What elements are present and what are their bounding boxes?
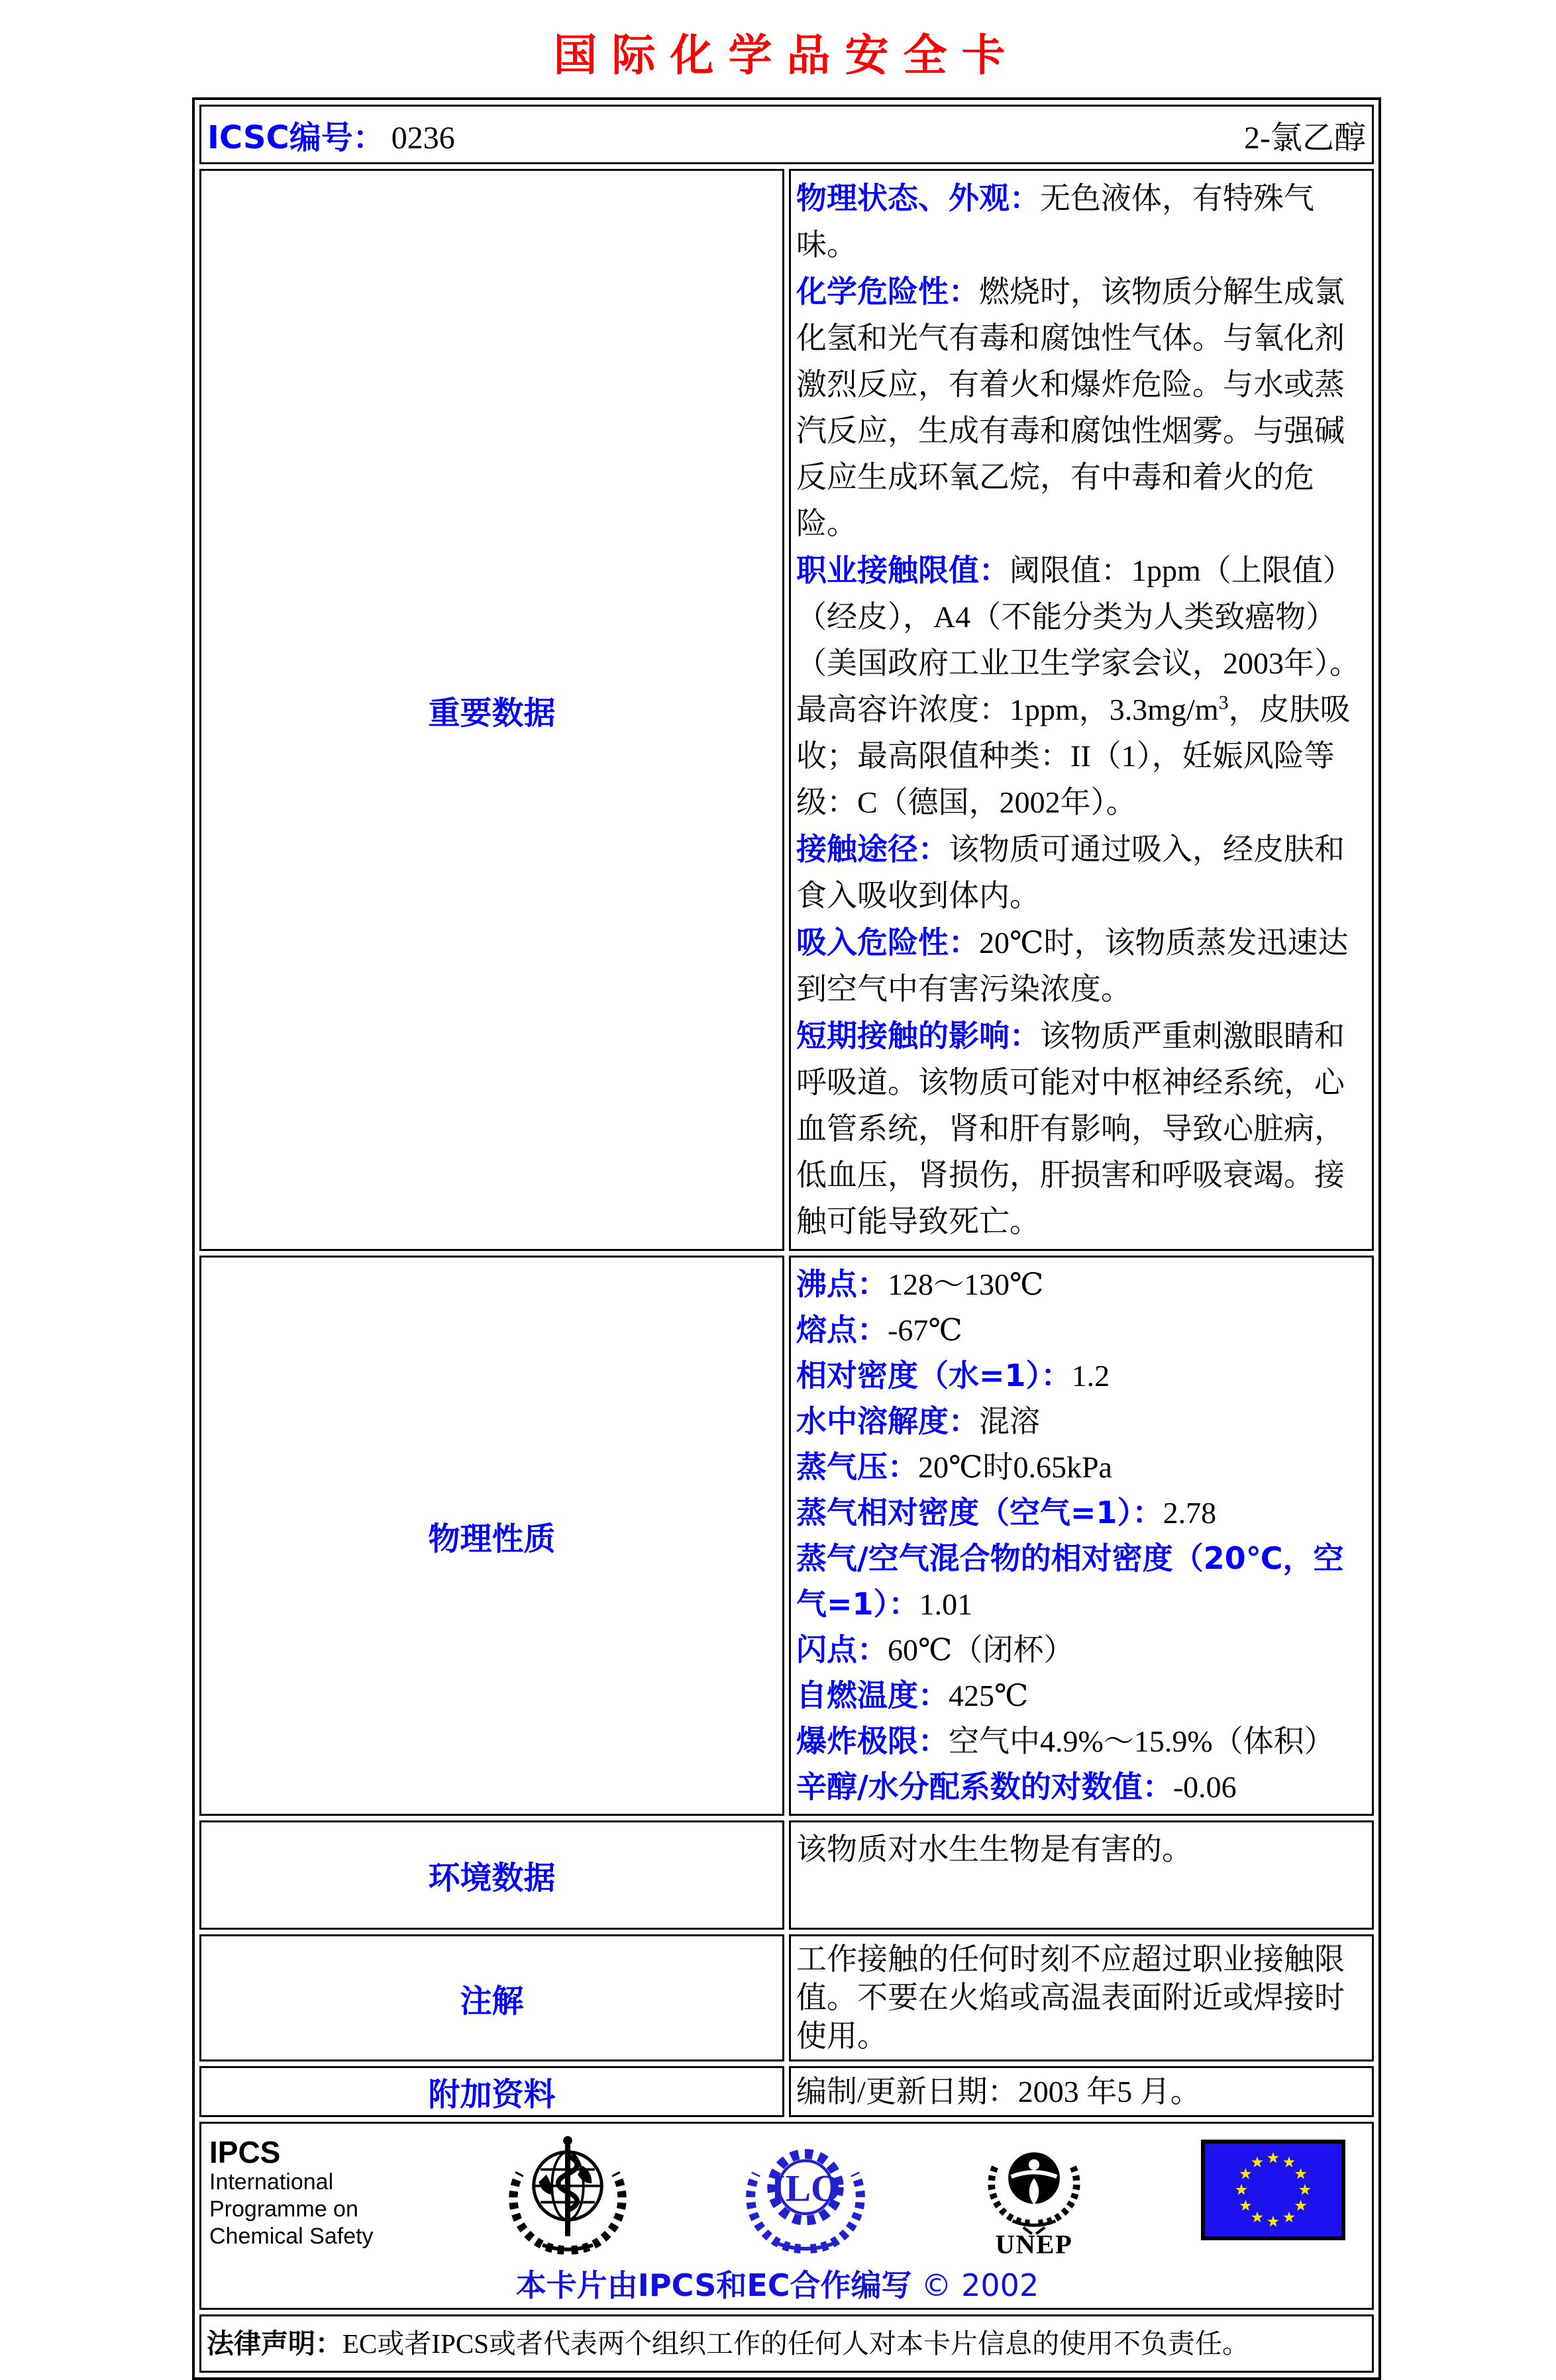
page-title: 国际化学品安全卡: [553, 32, 1020, 80]
property-explosive-limits: 爆炸极限：空气中4.9%～15.9%（体积）: [796, 1723, 1335, 1759]
important-item-inhalation-risk: 吸入危险性：20℃时，该物质蒸发迅速达到空气中有害污染浓度。: [796, 924, 1349, 1006]
footer-caption-text: 本卡片由IPCS和EC合作编写: [515, 2267, 912, 2303]
property-octanol-water-partition: 辛醇/水分配系数的对数值：-0.06: [796, 1769, 1237, 1805]
notes-row: [199, 1934, 1374, 2061]
unep-logo-text: UNEP: [995, 2229, 1073, 2257]
property-boiling-point: 沸点：128～130℃: [796, 1266, 1044, 1302]
additional-info-row-label: 附加资料: [199, 2066, 784, 2117]
who-logo-icon: [505, 2133, 631, 2260]
physical-properties-content: [789, 1256, 1374, 1816]
legal-cell: [199, 2314, 1374, 2373]
physical-properties-row: [199, 1256, 1374, 1816]
environmental-data-row-label: 环境数据: [199, 1820, 784, 1930]
physical-properties-row-label: 物理性质: [199, 1256, 784, 1816]
icsc-number-label: ICSC编号：: [207, 119, 385, 156]
important-item-short-term-effects: 短期接触的影响：该物质严重刺激眼睛和呼吸道。该物质可能对中枢神经系统，心血管系统，肾和肝有影响，导致心脏病，低血压，肾损伤，肝损害和呼吸衰竭。接触可能导致死亡。: [796, 1018, 1345, 1238]
additional-info-text: 编制/更新日期：2003 年5 月。: [796, 2074, 1201, 2108]
ipcs-text-block: IPCS International Programme on Chemical Safety: [209, 2133, 391, 2250]
important-data-row: [199, 169, 1374, 1251]
environmental-data-text: 该物质对水生生物是有害的。: [796, 1832, 1192, 1866]
icsc-number-group: [207, 112, 455, 158]
icsc-number-value: 0236: [391, 120, 455, 156]
legal-label: 法律声明：: [207, 2328, 342, 2359]
important-data-content: [789, 169, 1374, 1251]
notes-text: 工作接触的任何时刻不应超过职业接触限值。不要在火焰或高温表面附近或焊接时使用。: [796, 1942, 1345, 2053]
important-data-row-label: 重要数据: [199, 169, 784, 1251]
property-vapor-relative-density: 蒸气相对密度（空气=1）：2.78: [796, 1495, 1217, 1530]
chemical-name: 2-氯乙醇: [1244, 120, 1366, 156]
property-melting-point: 熔点：-67℃: [796, 1312, 962, 1348]
environmental-data-content: [789, 1820, 1374, 1930]
superscript-3: 3: [1218, 691, 1229, 714]
logo-row: [209, 2133, 1345, 2260]
important-item-physical-state: 物理状态、外观：无色液体，有特殊气味。: [796, 180, 1314, 262]
unep-logo-icon: [980, 2133, 1088, 2257]
important-item-exposure-routes: 接触途径：该物质可通过吸入，经皮肤和食入吸收到体内。: [796, 831, 1345, 913]
ipcs-acronym: IPCS: [209, 2135, 281, 2169]
property-vapor-pressure: 蒸气压：20℃时0.65kPa: [796, 1449, 1112, 1485]
ilo-logo-icon: [744, 2133, 867, 2256]
eu-flag-icon: [1201, 2133, 1345, 2240]
property-relative-density: 相对密度（水=1）：1.2: [796, 1358, 1110, 1393]
legal-row: [199, 2314, 1374, 2373]
footer-cell: [199, 2122, 1374, 2310]
footer-copyright: © 2002: [921, 2267, 1039, 2303]
notes-content: [789, 1934, 1374, 2061]
property-flash-point: 闪点：60℃（闭杯）: [796, 1632, 1074, 1667]
property-vapor-air-mixture-density: 蒸气/空气混合物的相对密度（20℃，空气=1）：1.01: [796, 1540, 1344, 1622]
header-row: [199, 105, 1374, 164]
additional-info-content: [789, 2066, 1374, 2117]
environmental-data-row: [199, 1820, 1374, 1930]
footer-caption: [209, 2261, 1345, 2305]
header-cell: [199, 105, 1374, 164]
footer-row: [199, 2122, 1374, 2310]
important-item-occupational-exposure-limit: 职业接触限值：阈限值：1ppm（上限值）（经皮），A4（不能分类为人类致癌物）（美国政府工业卫生学家会议，2003年）。最高容许浓度：1ppm，$3.3mg/m^3$，皮肤吸收；最高限值种类：II（1），妊娠风险等级：C（德国，2002年）。: [796, 552, 1360, 819]
property-autoignition-temperature: 自燃温度：425℃: [796, 1677, 1029, 1713]
ilo-logo-text: ILO: [770, 2167, 841, 2210]
important-item-chemical-danger: 化学危险性：燃烧时，该物质分解生成氯化氢和光气有毒和腐蚀性气体。与氧化剂激烈反应，有着火和爆炸危险。与水或蒸汽反应，生成有毒和腐蚀性烟雾。与强碱反应生成环氧乙烷，有中毒和着火的危险。: [796, 273, 1345, 540]
property-water-solubility: 水中溶解度：混溶: [796, 1403, 1040, 1439]
icsc-card-table: [192, 97, 1381, 2380]
notes-row-label: 注解: [199, 1934, 784, 2061]
additional-info-row: [199, 2066, 1374, 2117]
legal-text: EC或者IPCS或者代表两个组织工作的任何人对本卡片信息的使用不负责任。: [342, 2328, 1249, 2359]
